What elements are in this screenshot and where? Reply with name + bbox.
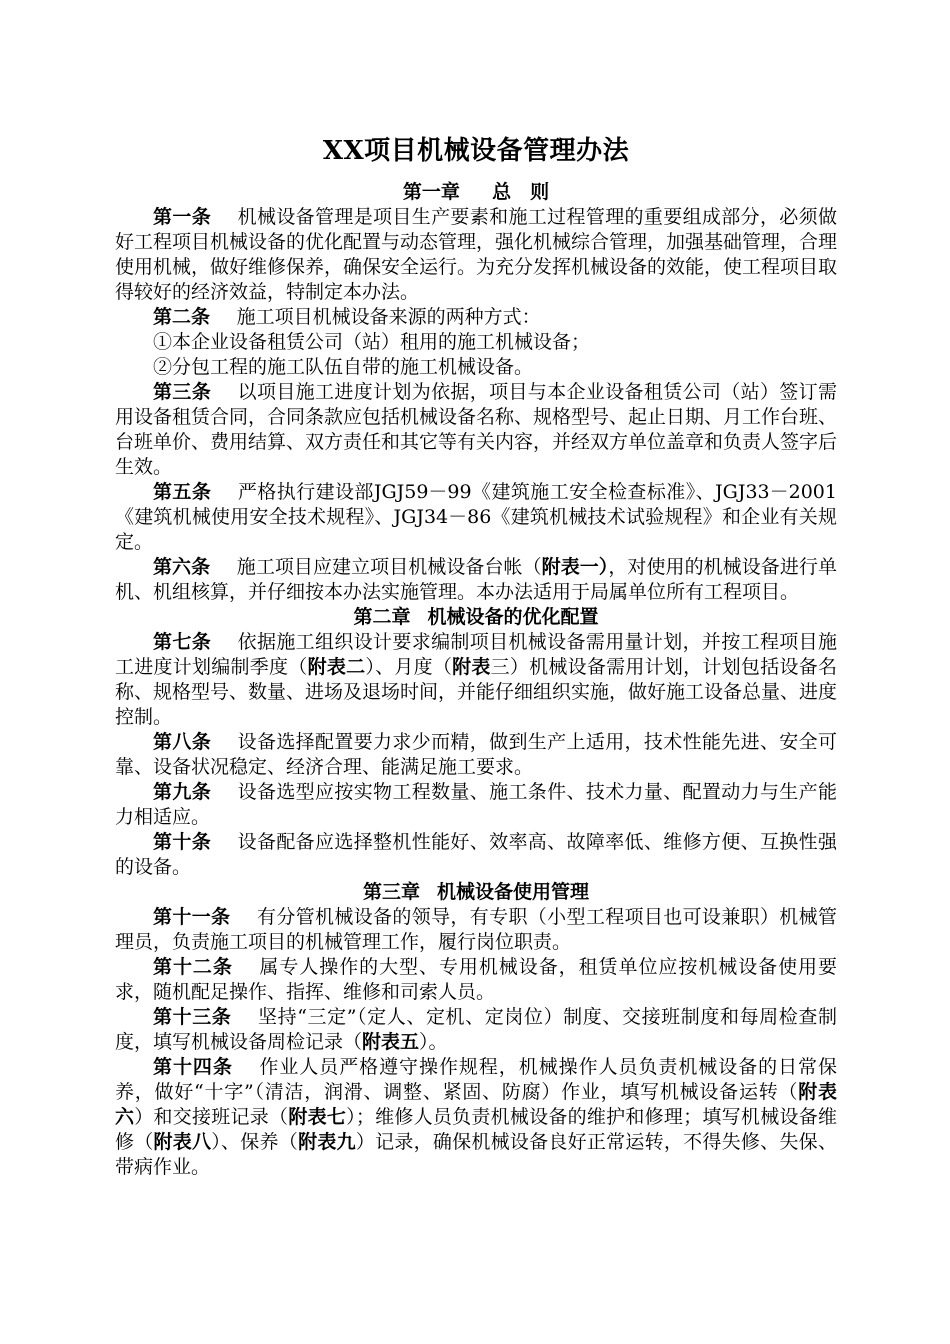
article-text: 有分管机械设备的领导，有专职（小型工程项目也可设兼职）机械管理员，负责施工项目的机械管理工作，履行岗位职责。 <box>115 906 837 953</box>
article-10 <box>115 830 837 880</box>
article-label: 第十一条 <box>153 906 231 928</box>
article-label: 第八条 <box>153 731 212 753</box>
article-text: ）记录，确保机械设备良好正常运转，不得失修、失保、带病作业。 <box>115 1131 837 1178</box>
article-text: 作业人员严格遵守操作规程，机械操作人员负责机械设备的日常保养，做好“十字”（清洁，润滑、调整、紧固、防腐）作业，填写机械设备运转（ <box>115 1056 837 1103</box>
article-text: 属专人操作的大型、专用机械设备，租赁单位应按机械设备使用要求，随机配足操作、指挥、维修和司索人员。 <box>115 956 837 1003</box>
appendix-ref: 附表 <box>452 656 491 678</box>
chapter-label: 第三章 <box>362 881 420 903</box>
article-label: 第六条 <box>153 556 211 578</box>
article-text: ）和交接班记录（ <box>134 1106 289 1128</box>
chapter-name: 总 则 <box>492 181 550 203</box>
article-text: ）。 <box>419 1031 448 1053</box>
article-label: 第十四条 <box>153 1056 233 1078</box>
article-12 <box>115 955 837 1005</box>
article-1 <box>115 205 837 305</box>
chapter-1-heading <box>115 180 837 205</box>
appendix-ref: 附表五 <box>362 1031 420 1053</box>
article-label: 第三条 <box>153 381 212 403</box>
article-text: 严格执行建设部JGJ59－99《建筑施工安全检查标准》、JGJ33－2001《建筑机械使用安全技术规程》、JGJ34－86《建筑机械技术试验规程》和企业有关规定。 <box>115 481 837 553</box>
chapter-2-heading <box>115 605 837 630</box>
appendix-ref: 附表九 <box>298 1131 356 1153</box>
chapter-label: 第二章 <box>353 606 411 628</box>
article-3 <box>115 380 837 480</box>
article-label: 第十二条 <box>153 956 233 978</box>
article-label: 第七条 <box>153 631 212 653</box>
article-text: 坚持“三定”（定人、定机、定岗位）制度、交接班制度和每周检查制度，填写机械设备周检记录（ <box>115 1006 837 1053</box>
article-text: ）；维修人员负责机械设备的维护和修理；填写机械设备维修（ <box>115 1106 837 1153</box>
article-14 <box>115 1055 837 1180</box>
article-9 <box>115 780 837 830</box>
chapter-3-heading <box>115 880 837 905</box>
article-text: 施工项目机械设备来源的两种方式： <box>236 306 541 328</box>
article-text: 设备配备应选择整机性能好、效率高、故障率低、维修方便、互换性强的设备。 <box>115 831 837 878</box>
article-13 <box>115 1005 837 1055</box>
article-label: 第十三条 <box>153 1006 232 1028</box>
article-text: 设备选型应按实物工程数量、施工条件、技术力量、配置动力与生产能力相适应。 <box>115 781 837 828</box>
article-6 <box>115 555 837 605</box>
document-title: XX项目机械设备管理办法 <box>322 136 630 166</box>
article-label: 第五条 <box>153 481 212 503</box>
article-7 <box>115 630 837 730</box>
article-text: 以项目施工进度计划为依据，项目与本企业设备租赁公司（站）签订需用设备租赁合同，合同条款应包括机械设备名称、规格型号、起止日期、月工作台班、台班单价、费用结算、双方责任和其它等有关内容，并经双方单位盖章和负责人签字后生效。 <box>115 381 838 478</box>
appendix-ref: 附表六 <box>115 1081 837 1128</box>
article-text: 设备选择配置要力求少而精，做到生产上适用，技术性能先进、安全可靠、设备状况稳定、经济合理、能满足施工要求。 <box>115 731 837 778</box>
article-8 <box>115 730 837 780</box>
article-label: 第一条 <box>153 206 212 228</box>
article-label: 第十条 <box>153 831 212 853</box>
article-5 <box>115 480 837 555</box>
appendix-ref: 附表二 <box>307 656 366 678</box>
article-label: 第九条 <box>153 781 212 803</box>
document-page <box>115 128 837 1180</box>
article-text: ）、月度（ <box>365 656 453 678</box>
chapter-name: 机械设备的优化配置 <box>427 606 599 628</box>
article-text: ，对使用的机械设备进行单机、机组核算，并仔细按本办法实施管理。本办法适用于局属单位所有工程项目。 <box>115 556 837 603</box>
article-label: 第二条 <box>153 306 211 328</box>
chapter-name: 机械设备使用管理 <box>437 881 590 903</box>
chapter-label: 第一章 <box>402 181 460 203</box>
article-text: ）、保养（ <box>211 1131 299 1153</box>
appendix-ref: 附表七 <box>288 1106 347 1128</box>
article-text: 依据施工组织设计要求编制项目机械设备需用量计划，并按工程项目施工进度计划编制季度（ <box>115 631 837 678</box>
article-2-item-1: ①本企业设备租赁公司（站）租用的施工机械设备； <box>153 331 591 353</box>
article-2-item-2: ②分包工程的施工队伍自带的施工机械设备。 <box>153 356 534 378</box>
article-2 <box>115 305 837 330</box>
article-text: 施工项目应建立项目机械设备台帐（ <box>236 556 542 578</box>
article-text: 机械设备管理是项目生产要素和施工过程管理的重要组成部分，必须做好工程项目机械设备的优化配置与动态管理，强化机械综合管理，加强基础管理，合理使用机械，做好维修保养，确保安全运行。为充分发挥机械设备的效能，使工程项目取得较好的经济效益，特制定本办法。 <box>115 206 838 303</box>
appendix-ref: 附表八 <box>153 1131 212 1153</box>
article-11 <box>115 905 837 955</box>
appendix-ref: 附表一） <box>541 556 609 578</box>
article-text: 三）机械设备需用计划，计划包括设备名称、规格型号、数量、进场及退场时间，并能仔细组织实施，做好施工设备总量、进度控制。 <box>115 656 838 728</box>
